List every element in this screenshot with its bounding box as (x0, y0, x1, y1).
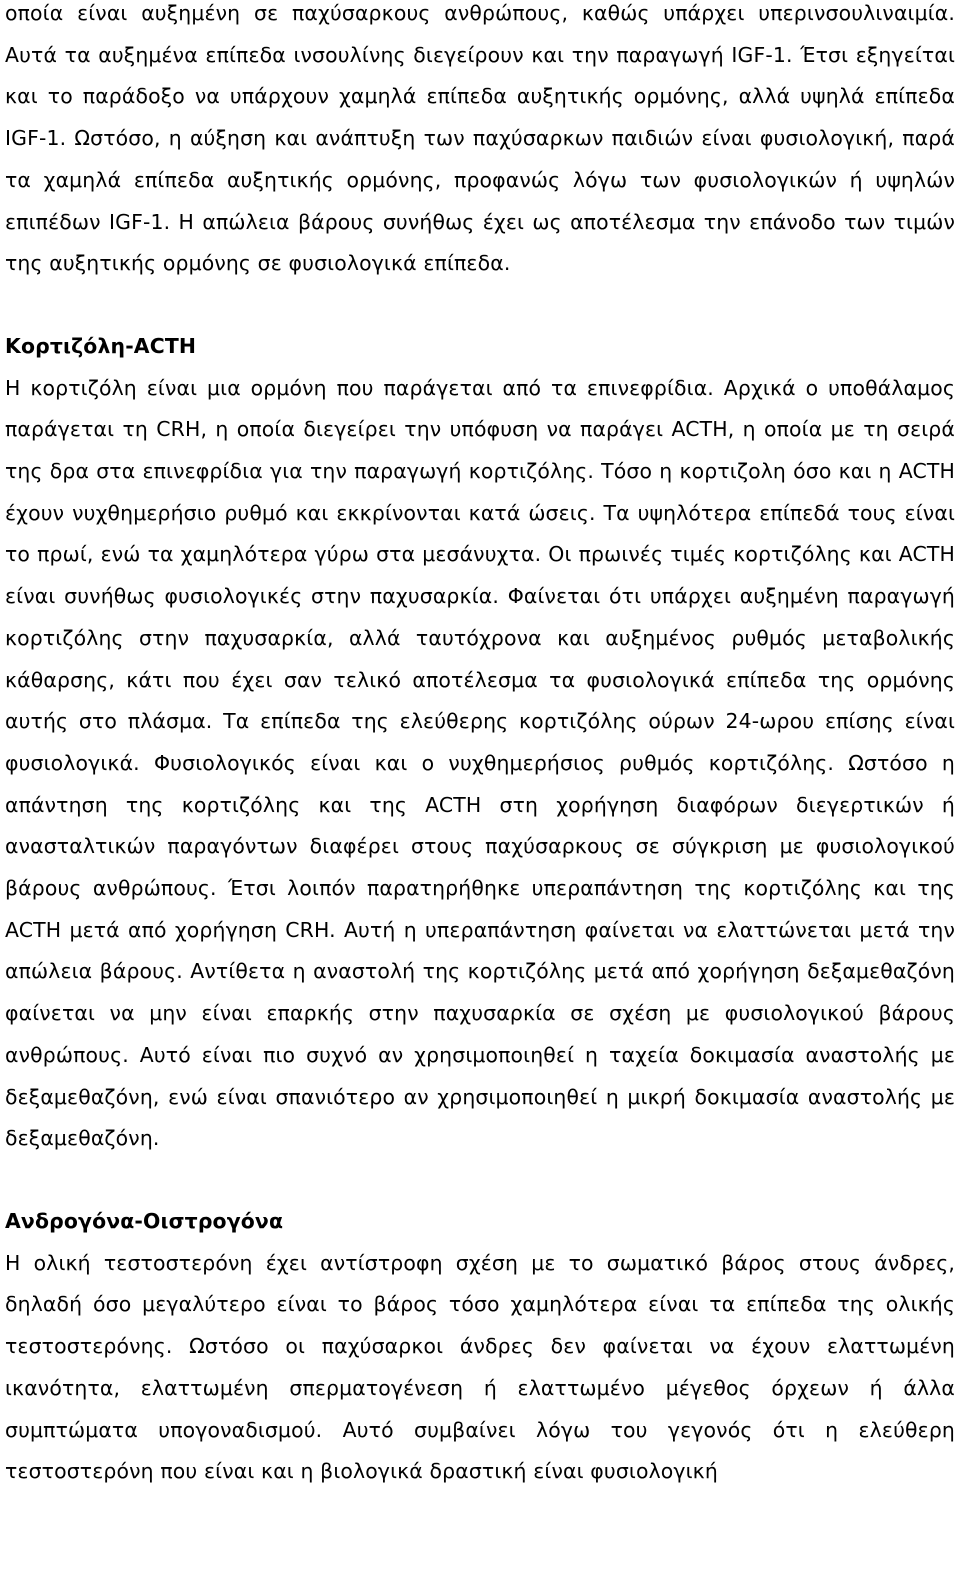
document-page (5, 0, 955, 1493)
heading-cortisol-acth: Κορτιζόλη-ACTH (5, 333, 197, 358)
paragraph-androgens-estrogens: Η ολική τεστοστερόνη έχει αντίστροφη σχέση με το σωματικό βάρος στους άνδρες, δηλαδή όσο μεγαλύτερο είναι το βάρος τόσο χαμηλότερα είναι τα επίπεδα της ολικής τεστοστερόνης. Ωστόσο οι παχύσαρκοι άνδρες δεν φαίνεται να έχουν ελαττωμένη ικανότητα, ελαττωμένη σπερματογένεση ή ελαττωμένο μέγεθος όρχεων ή άλλα συμπτώματα υπογοναδισμού. Αυτό συμβαίνει λόγω του γεγονός ότι η ελεύθερη τεστοστερόνη που είναι και η βιολογικά δραστική είναι φυσιολογική (5, 1250, 955, 1484)
paragraph-cortisol-acth: Η κορτιζόλη είναι μια ορμόνη που παράγεται από τα επινεφρίδια. Αρχικά ο υποθάλαμος παράγεται τη CRH, η οποία διεγείρει την υπόφυση να παράγει ACTH, η οποία με τη σειρά της δρα στα επινεφρίδια για την παραγωγή κορτιζόλης. Τόσο η κορτιζολη όσο και η ACTH έχουν νυχθημερήσιο ρυθμό και εκκρίνονται κατά ώσεις. Τα υψηλότερα επίπεδά τους είναι το πρωί, ενώ τα χαμηλότερα γύρω στα μεσάνυχτα. Οι πρωινές τιμές κορτιζόλης και ACTH είναι συνήθως φυσιολογικές στην παχυσαρκία. Φαίνεται ότι υπάρχει αυξημένη παραγωγή κορτιζόλης στην παχυσαρκία, αλλά ταυτόχρονα και αυξημένος ρυθμός μεταβολικής κάθαρσης, κάτι που έχει σαν τελικό αποτέλεσμα τα φυσιολογικά επίπεδα της ορμόνης αυτής στο πλάσμα. Τα επίπεδα της ελεύθερης κορτιζόλης ούρων 24-ωρου επίσης είναι φυσιολογικά. Φυσιολογικός είναι και ο νυχθημερήσιος ρυθμός κορτιζόλης. Ωστόσο η απάντηση της κορτιζόλης και της ACTH στη χορήγηση διαφόρων διεγερτικών ή ανασταλτικών παραγόντων διαφέρει στους παχύσαρκους σε σύγκριση με φυσιολογικού βάρους ανθρώπους. Έτσι λοιπόν παρατηρήθηκε υπεραπάντηση της κορτιζόλης και της ACTH μετά από χορήγηση CRH. Αυτή η υπεραπάντηση φαίνεται να ελαττώνεται μετά την απώλεια βάρους. Αντίθετα η αναστολή της κορτιζόλης μετά από χορήγηση δεξαμεθαζόνη φαίνεται να μην είναι επαρκής στην παχυσαρκία σε σχέση με φυσιολογικού βάρους ανθρώπους. Αυτό είναι πιο συχνό αν χρησιμοποιηθεί η ταχεία δοκιμασία αναστολής με δεξαμεθαζόνη, ενώ είναι σπανιότερο αν χρησιμοποιηθεί η μικρή δοκιμασία αναστολής με δεξαμεθαζόνη. (5, 375, 955, 1151)
heading-androgens-estrogens: Ανδρογόνα-Οιστρογόνα (5, 1208, 284, 1233)
paragraph-growth-hormone-continuation: οποία είναι αυξημένη σε παχύσαρκους ανθρώπους, καθώς υπάρχει υπερινσουλιναιμία. Αυτά τα αυξημένα επίπεδα ινσουλίνης διεγείρουν και την παραγωγή IGF-1. Έτσι εξηγείται και το παράδοξο να υπάρχουν χαμηλά επίπεδα αυξητικής ορμόνης, αλλά υψηλά επίπεδα IGF-1. Ωστόσο, η αύξηση και ανάπτυξη των παχύσαρκων παιδιών είναι φυσιολογική, παρά τα χαμηλά επίπεδα αυξητικής ορμόνης, προφανώς λόγω των φυσιολογικών ή υψηλών επιπέδων IGF-1. Η απώλεια βάρους συνήθως έχει ως αποτέλεσμα την επάνοδο των τιμών της αυξητικής ορμόνης σε φυσιολογικά επίπεδα. (5, 1, 955, 276)
